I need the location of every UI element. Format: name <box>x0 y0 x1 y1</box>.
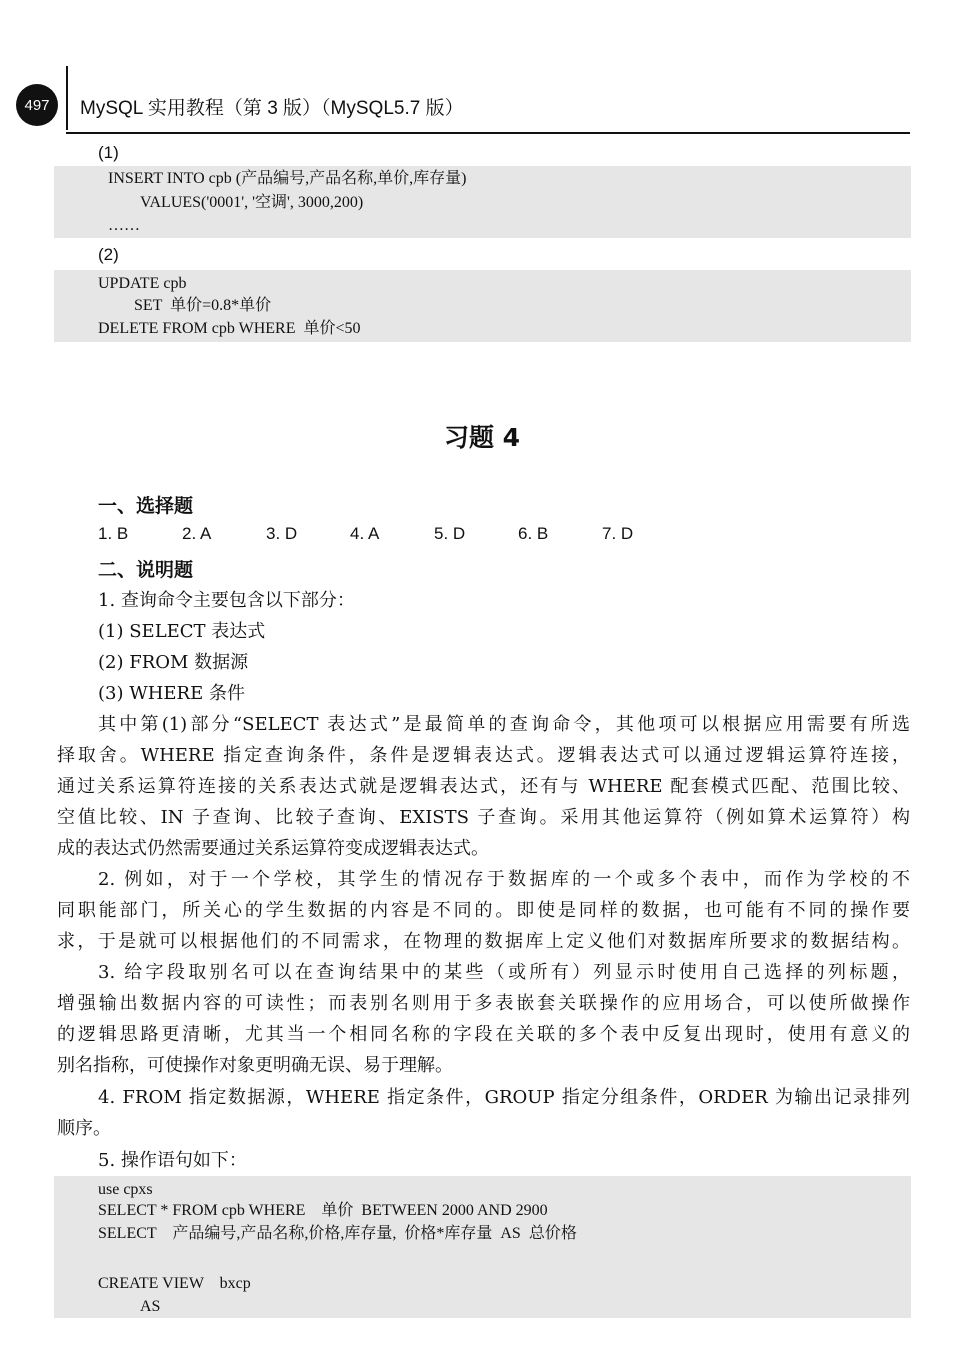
block2-label: (2) <box>98 245 119 264</box>
q2-paragraph-line: 求，于是就可以根据他们的不同需求，在物理的数据库上定义他们对数据库所要求的数据结构。 <box>57 931 910 952</box>
q4-paragraph-line: 4. FROM 指定数据源，WHERE 指定条件，GROUP 指定分组条件，ORDER 为输出记录排列 <box>98 1087 910 1108</box>
q3-paragraph-line: 的逻辑思路更清晰，尤其当一个相同名称的字段在关联的多个表中反复出现时，使用有意义的 <box>57 1024 910 1045</box>
book-title: MySQL 实用教程（第 3 版）（MySQL5.7 版） <box>80 98 464 119</box>
q1-intro: 1. 查询命令主要包含以下部分： <box>98 590 355 611</box>
q1-paragraph-line: 空值比较、IN 子查询、比较子查询、EXISTS 子查询。采用其他运算符（例如算术运算符）构 <box>57 807 910 828</box>
q2-paragraph-line: 同职能部门，所关心的学生数据的内容是不同的。即使是同样的数据，也可能有不同的操作要 <box>57 900 910 921</box>
header-vertical-rule <box>66 66 68 130</box>
code-line: INSERT INTO cpb (产品编号,产品名称,单价,库存量) <box>108 170 467 187</box>
q3-paragraph-line: 别名指称，可使操作对象更明确无误、易于理解。 <box>57 1055 453 1076</box>
answer-item: 4. A <box>350 524 380 543</box>
header-rule <box>66 132 910 134</box>
code-line: SET 单价=0.8*单价 <box>134 297 272 314</box>
q4-paragraph-line: 顺序。 <box>57 1118 111 1139</box>
code-line: …… <box>108 217 140 234</box>
code-line: UPDATE cpb <box>98 275 187 292</box>
code-line: SELECT 产品编号,产品名称,价格,库存量, 价格*库存量 AS 总价格 <box>98 1225 577 1242</box>
q1-item: (2) FROM 数据源 <box>98 652 249 673</box>
code-line: SELECT * FROM cpb WHERE 单价 BETWEEN 2000 AND 2900 <box>98 1202 548 1219</box>
exercise-title: 习题 4 <box>443 423 521 452</box>
choice-heading: 一、选择题 <box>98 495 194 517</box>
q1-paragraph-line: 其中第(1)部分“SELECT 表达式”是最简单的查询命令，其他项可以根据应用需要有所选 <box>98 714 910 735</box>
code-block-queries <box>54 1176 911 1318</box>
q1-paragraph-line: 成的表达式仍然需要通过关系运算符变成逻辑表达式。 <box>57 838 489 859</box>
code-line: use cpxs <box>98 1181 153 1198</box>
answer-item: 6. B <box>518 524 549 543</box>
block1-label: (1) <box>98 143 119 162</box>
q1-item: (1) SELECT 表达式 <box>98 621 266 642</box>
page-number-badge: 497 <box>16 84 58 126</box>
code-line: CREATE VIEW bxcp <box>98 1275 251 1292</box>
q5-intro: 5. 操作语句如下： <box>98 1150 247 1171</box>
q3-paragraph-line: 3. 给字段取别名可以在查询结果中的某些（或所有）列显示时使用自己选择的列标题， <box>98 962 910 983</box>
answer-item: 3. D <box>266 524 298 543</box>
explain-heading: 二、说明题 <box>98 559 194 581</box>
code-line: VALUES('0001', '空调', 3000,200) <box>140 194 364 211</box>
q2-paragraph-line: 2. 例如，对于一个学校，其学生的情况存于数据库的一个或多个表中，而作为学校的不 <box>98 869 910 890</box>
answer-item: 5. D <box>434 524 466 543</box>
q1-paragraph-line: 择取舍。WHERE 指定查询条件，条件是逻辑表达式。逻辑表达式可以通过逻辑运算符连接， <box>57 745 910 766</box>
code-line: DELETE FROM cpb WHERE 单价<50 <box>98 320 361 337</box>
code-block-update <box>54 270 911 342</box>
q3-paragraph-line: 增强输出数据内容的可读性；而表别名则用于多表嵌套关联操作的应用场合，可以使所做操作 <box>57 993 910 1014</box>
answer-item: 1. B <box>98 524 129 543</box>
answer-item: 7. D <box>602 524 634 543</box>
answer-item: 2. A <box>182 524 212 543</box>
code-block-insert <box>54 166 911 238</box>
q1-paragraph-line: 通过关系运算符连接的关系表达式就是逻辑表达式，还有与 WHERE 配套模式匹配、范围比较、 <box>57 776 910 797</box>
code-line: AS <box>140 1298 161 1315</box>
q1-item: (3) WHERE 条件 <box>98 683 245 704</box>
